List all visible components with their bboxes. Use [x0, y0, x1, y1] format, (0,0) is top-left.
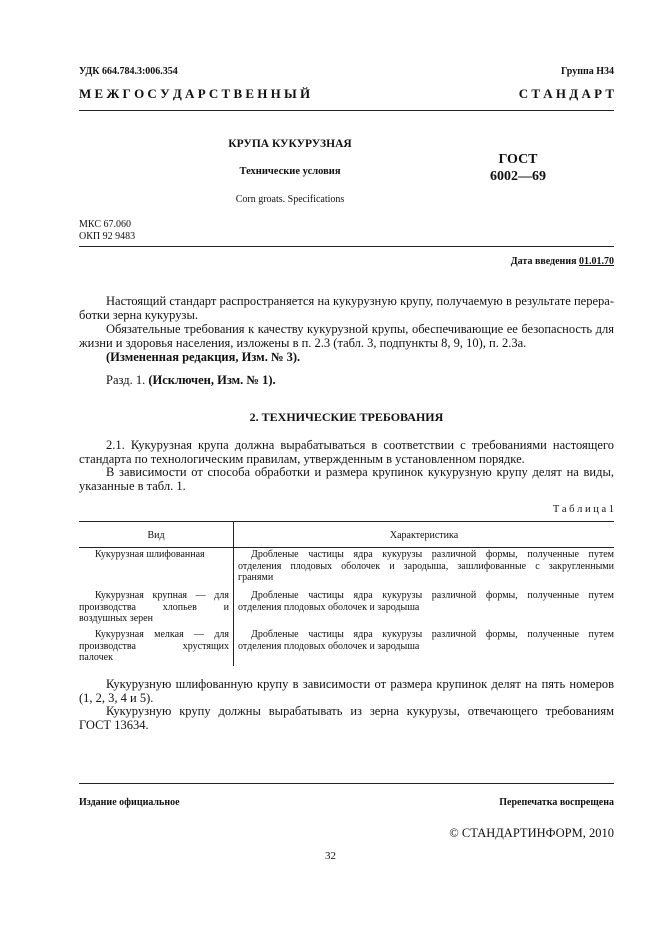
cell-line: Дробленые частицы ядра кукурузы различной формы, полученные путем [251, 590, 614, 601]
text-line: Обязательные требования к качеству кукурузной крупы, обеспечивающие ее безопасность для [106, 322, 614, 336]
text-line: Кукурузную крупу должны вырабатывать из зерна кукурузы, отвечающего требованиям [106, 704, 614, 718]
table-caption: Т а б л и ц а 1 [552, 504, 614, 515]
cell-line: отделения плодовых оболочек и зародыша [238, 601, 420, 613]
okp-code: ОКП 92 9483 [79, 231, 136, 242]
copyright: © СТАНДАРТИНФОРМ, 2010 [449, 826, 614, 840]
page-title: КРУПА КУКУРУЗНАЯ [228, 138, 352, 150]
table-header-rule [79, 547, 614, 548]
mks-code: МКС 67.060 [79, 219, 131, 230]
page-subtitle: Технические условия [239, 166, 341, 177]
cell-line: отделения плодовых оболочек и зародыша, зашлифованные с закругленными [238, 560, 614, 572]
cell-line: Кукурузная шлифованная [95, 549, 205, 560]
table-row-3-kind [79, 629, 229, 664]
intro-paragraph-1 [79, 294, 614, 322]
paragraph-2-2 [79, 465, 614, 493]
section-1-note [106, 373, 276, 387]
cell-line: Дробленые частицы ядра кукурузы различной формы, полученные путем [251, 549, 614, 560]
section-1-label: Разд. 1. [106, 373, 146, 387]
introduction-date [511, 256, 614, 267]
cell-line: Дробленые частицы ядра кукурузы различной формы, полученные путем [251, 629, 614, 640]
table-row-2-kind [79, 590, 229, 625]
table-row-1-characteristic [238, 549, 614, 584]
section-1-excluded: (Исключен, Изм. № 1). [148, 373, 276, 387]
after-table-paragraph-2 [79, 704, 614, 732]
paragraph-2-1 [79, 438, 614, 466]
cell-line: отделения плодовых оболочек и зародыша [238, 640, 420, 652]
official-edition: Издание официальное [79, 797, 180, 808]
cell-line: производства хрустящих [79, 640, 229, 652]
amendment-note: (Измененная редакция, Изм. № 3). [106, 350, 301, 364]
text-line: указанные в табл. 1. [79, 479, 186, 493]
page-number: 32 [325, 850, 336, 862]
gost-label: ГОСТ [498, 152, 538, 167]
introduction-date-label: Дата введения [510, 256, 577, 267]
after-table-paragraph-1 [79, 677, 614, 705]
group-code: Группа Н34 [561, 66, 614, 77]
table-column-divider [233, 521, 234, 666]
text-line: В зависимости от способа обработки и размера крупинок кукурузную крупу делят на виды, [106, 465, 614, 479]
text-line: жизни и здоровья населения, изложены в п. 2.3 (табл. 3, подпункты 8, 9, 10), п. 2.3а. [79, 336, 527, 350]
cell-line: воздушных зерен [79, 613, 153, 624]
cell-line: гранями [238, 572, 274, 583]
cell-line: Кукурузная мелкая — для [95, 629, 229, 640]
udk-code: УДК 664.784.3:006.354 [79, 66, 178, 77]
text-line: стандарта по технологическим правилам, утвержденным в установленном порядке. [79, 452, 525, 466]
banner-interstate: М Е Ж Г О С У Д А Р С Т В Е Н Н Ы Й [79, 86, 311, 101]
text-line: Настоящий стандарт распространяется на кукурузную крупу, получаемую в результате перера- [106, 294, 614, 308]
table-row-1-kind [79, 549, 229, 561]
table-header-characteristic: Характеристика [389, 530, 459, 541]
table-header-kind: Вид [147, 530, 165, 541]
english-title: Corn groats. Specifications [235, 194, 345, 205]
text-line: Кукурузную шлифованную крупу в зависимости от размера крупинок делят на пять номеров [106, 677, 614, 691]
text-line: ботки зерна кукурузы. [79, 308, 198, 322]
table-top-rule [79, 521, 614, 522]
title-block-rule [79, 246, 614, 247]
footer-rule [79, 783, 614, 784]
text-line: (1, 2, 3, 4 и 5). [79, 691, 154, 705]
cell-line: производства хлопьев и [79, 601, 229, 613]
section-2-heading: 2. ТЕХНИЧЕСКИЕ ТРЕБОВАНИЯ [249, 410, 444, 424]
table-row-2-characteristic [238, 590, 614, 613]
text-line: ГОСТ 13634. [79, 718, 149, 732]
cell-line: палочек [79, 652, 113, 663]
header-rule [79, 110, 614, 111]
introduction-date-value: 01.01.70 [579, 256, 614, 267]
gost-number: 6002—69 [490, 169, 546, 184]
intro-paragraph-2 [79, 322, 614, 350]
reprint-notice: Перепечатка воспрещена [499, 797, 614, 808]
text-line: 2.1. Кукурузная крупа должна вырабатываться в соответствии с требованиями настоящего [106, 438, 614, 452]
table-row-3-characteristic [238, 629, 614, 652]
cell-line: Кукурузная крупная — для [95, 590, 229, 601]
banner-standard: С Т А Н Д А Р Т [518, 86, 614, 101]
